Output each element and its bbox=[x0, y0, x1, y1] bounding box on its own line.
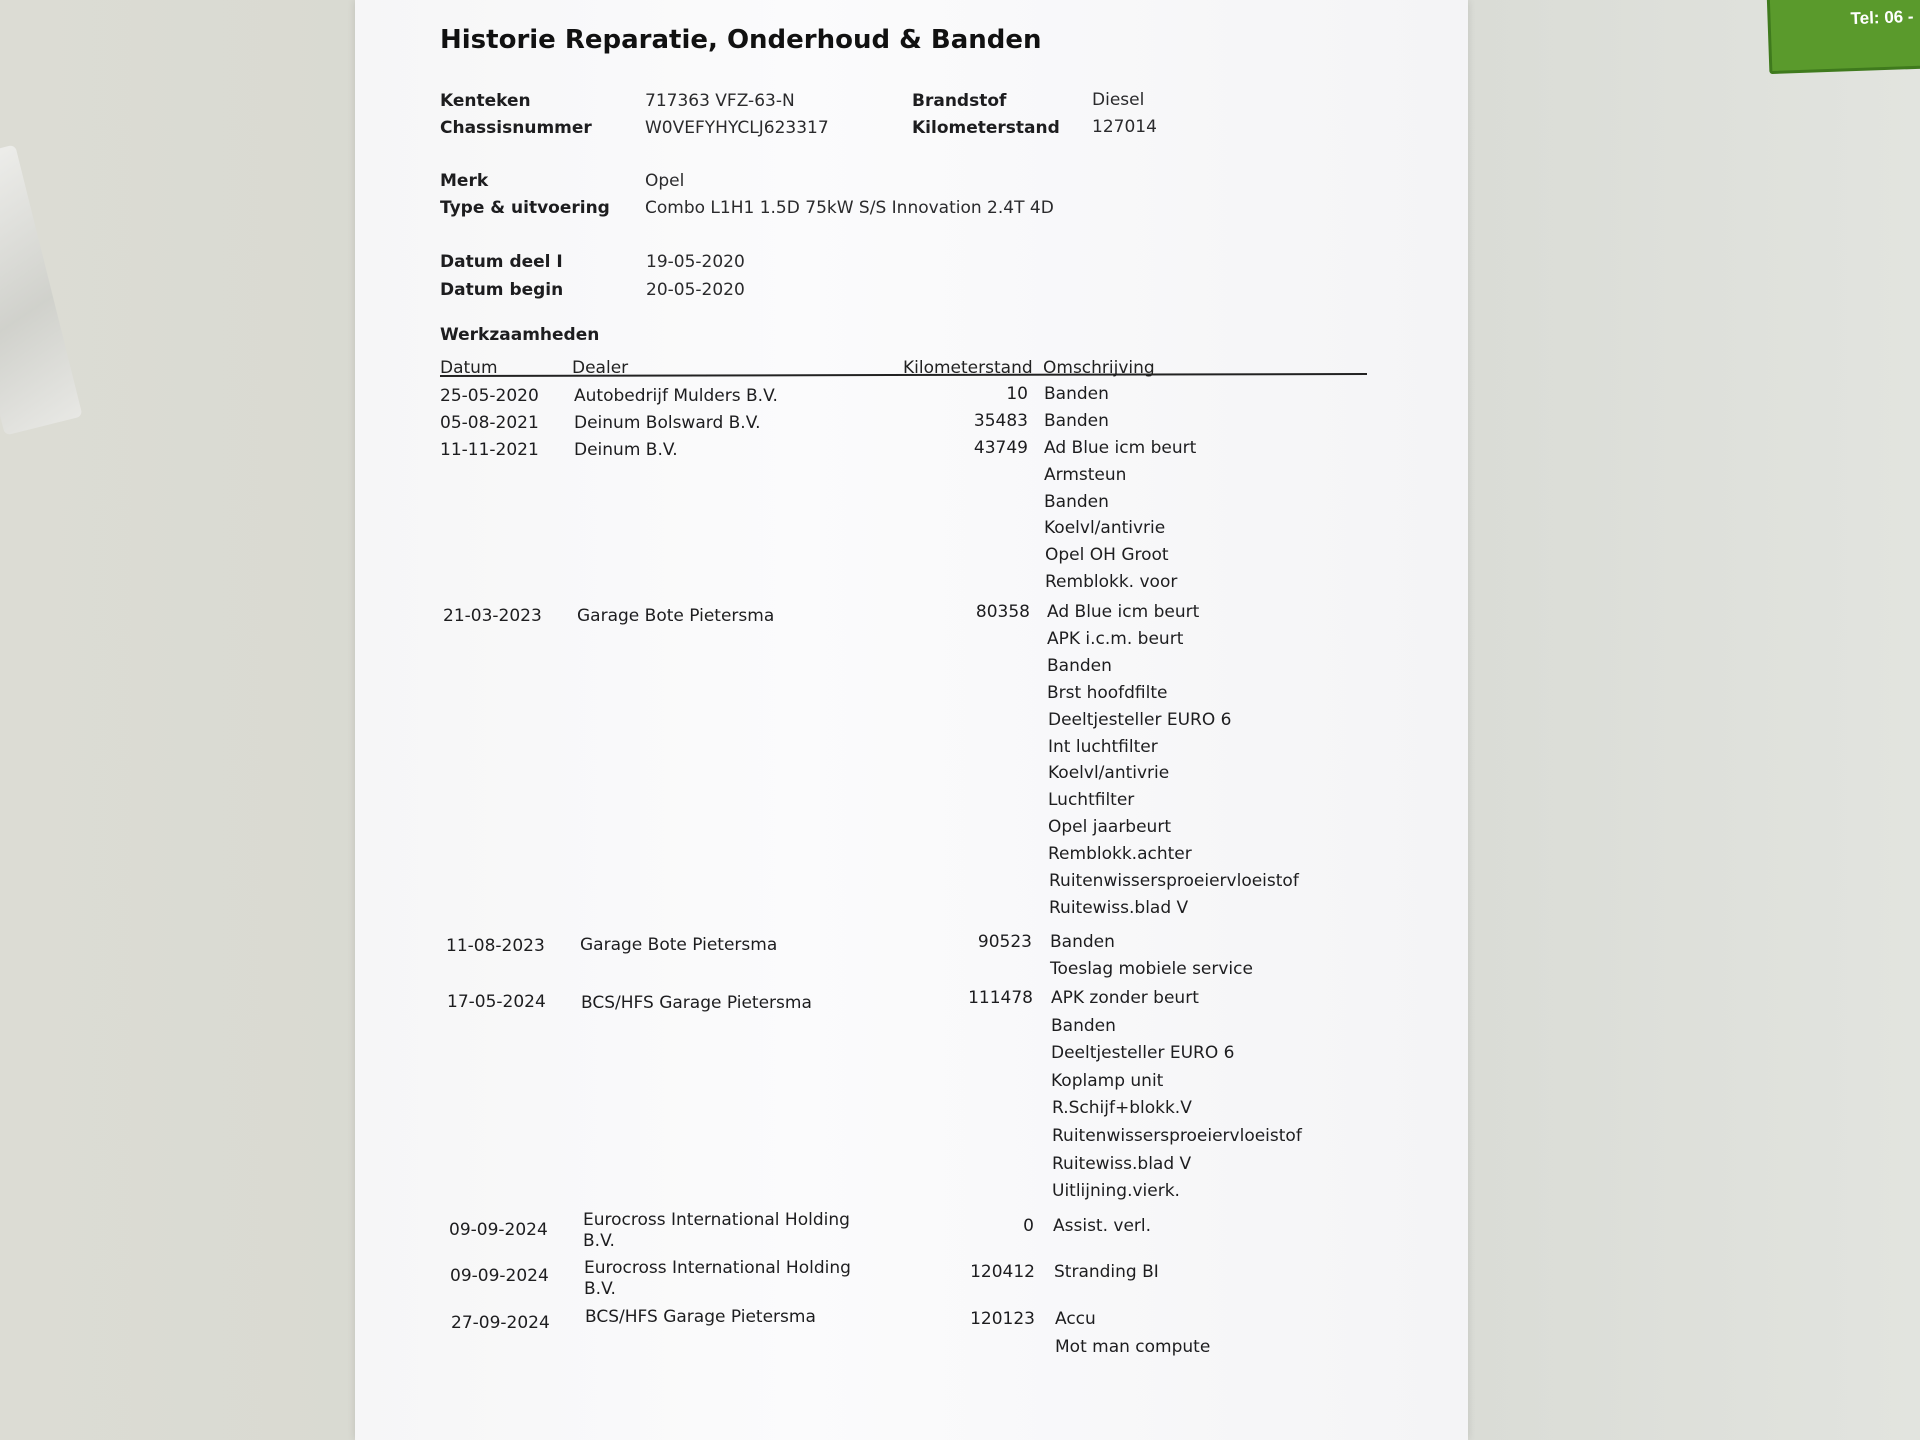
entry-date: 09-09-2024 bbox=[450, 1266, 549, 1286]
kenteken-label: Kenteken bbox=[440, 91, 531, 111]
column-header-km: Kilometerstand bbox=[903, 358, 1033, 378]
type-value: Combo L1H1 1.5D 75kW S/S Innovation 2.4T 4D bbox=[645, 198, 1054, 218]
entry-date: 05-08-2021 bbox=[440, 413, 539, 433]
entry-omschrijving-item: Accu bbox=[1055, 1309, 1096, 1329]
entry-omschrijving-item: Armsteun bbox=[1044, 464, 1127, 485]
entry-kilometerstand: 35483 bbox=[973, 411, 1028, 431]
entry-omschrijving-item: Remblokk. voor bbox=[1045, 572, 1178, 592]
entry-omschrijving-item: Mot man compute bbox=[1055, 1337, 1211, 1357]
kilometerstand-value: 127014 bbox=[1092, 117, 1157, 137]
tel-label: Tel: 06 - bbox=[1850, 6, 1914, 29]
entry-omschrijving-item: Stranding BI bbox=[1054, 1262, 1159, 1282]
entry-omschrijving-item: Banden bbox=[1050, 932, 1115, 952]
entry-omschrijving-item: Ruitenwissersproeiervloeistof bbox=[1052, 1126, 1302, 1146]
document-title: Historie Reparatie, Onderhoud & Banden bbox=[440, 25, 1042, 55]
entry-date: 09-09-2024 bbox=[449, 1220, 548, 1240]
entry-omschrijving-item: Ruitewiss.blad V bbox=[1052, 1153, 1192, 1174]
entry-omschrijving-item: R.Schijf+blokk.V bbox=[1052, 1098, 1192, 1119]
entry-dealer: Garage Bote Pietersma bbox=[577, 606, 775, 626]
desk-surface-left bbox=[0, 0, 355, 1440]
entry-omschrijving-item: Opel jaarbeurt bbox=[1048, 817, 1171, 838]
type-label: Type & uitvoering bbox=[440, 198, 610, 218]
history-document bbox=[355, 0, 1468, 1440]
entry-date: 17-05-2024 bbox=[447, 992, 546, 1012]
green-business-card bbox=[1767, 0, 1920, 74]
entry-omschrijving-item: Koelvl/antivrie bbox=[1044, 518, 1166, 539]
entry-omschrijving-item: APK i.c.m. beurt bbox=[1047, 628, 1184, 649]
entry-kilometerstand: 120412 bbox=[970, 1262, 1035, 1282]
desk-surface-right bbox=[1468, 0, 1920, 1440]
entry-kilometerstand: 10 bbox=[1006, 384, 1028, 404]
kenteken-value: 717363 VFZ-63-N bbox=[645, 91, 795, 111]
entry-omschrijving-item: Remblokk.achter bbox=[1048, 844, 1192, 865]
entry-omschrijving-item: Banden bbox=[1051, 1015, 1116, 1036]
merk-label: Merk bbox=[440, 171, 489, 191]
entry-dealer: Deinum Bolsward B.V. bbox=[574, 413, 761, 433]
entry-omschrijving-item: Koplamp unit bbox=[1051, 1070, 1164, 1091]
entry-omschrijving-item: Ad Blue icm beurt bbox=[1044, 438, 1197, 458]
entry-omschrijving-item: Uitlijning.vierk. bbox=[1052, 1181, 1180, 1202]
entry-omschrijving-item: Banden bbox=[1044, 411, 1109, 431]
brandstof-label: Brandstof bbox=[912, 91, 1007, 111]
datum-deel-value: 19-05-2020 bbox=[646, 252, 745, 272]
column-header-omschrijving: Omschrijving bbox=[1043, 358, 1155, 378]
entry-omschrijving-item: Ruitewiss.blad V bbox=[1049, 897, 1189, 918]
entry-omschrijving-item: Deeltjesteller EURO 6 bbox=[1048, 709, 1232, 730]
chassis-label: Chassisnummer bbox=[440, 118, 592, 138]
column-header-datum: Datum bbox=[440, 358, 498, 378]
entry-omschrijving-item: Banden bbox=[1044, 384, 1109, 404]
column-header-dealer: Dealer bbox=[572, 358, 629, 378]
entry-omschrijving-item: Brst hoofdfilte bbox=[1047, 682, 1168, 703]
entry-dealer: Eurocross International Holding B.V. bbox=[583, 1210, 850, 1251]
entry-date: 11-11-2021 bbox=[440, 440, 539, 460]
section-title: Werkzaamheden bbox=[440, 325, 600, 345]
entry-kilometerstand: 111478 bbox=[968, 988, 1033, 1008]
brandstof-value: Diesel bbox=[1092, 90, 1145, 110]
work-entries bbox=[355, 0, 1468, 1440]
entry-kilometerstand: 43749 bbox=[973, 438, 1028, 458]
entry-dealer: Autobedrijf Mulders B.V. bbox=[574, 386, 778, 406]
entry-omschrijving-item: Opel OH Groot bbox=[1045, 545, 1169, 566]
chassis-value: W0VEFYHYCLJ623317 bbox=[645, 118, 829, 138]
entry-dealer: BCS/HFS Garage Pietersma bbox=[581, 993, 812, 1013]
entry-date: 25-05-2020 bbox=[440, 386, 539, 406]
entry-omschrijving-item: APK zonder beurt bbox=[1051, 988, 1199, 1008]
entry-omschrijving-item: Int luchtfilter bbox=[1048, 736, 1158, 757]
entry-omschrijving-item: Ruitenwissersproeiervloeistof bbox=[1049, 871, 1299, 891]
entry-dealer: BCS/HFS Garage Pietersma bbox=[585, 1307, 816, 1327]
entry-omschrijving-item: Luchtfilter bbox=[1048, 790, 1135, 811]
datum-deel-label: Datum deel I bbox=[440, 252, 563, 272]
entry-date: 11-08-2023 bbox=[446, 936, 545, 956]
merk-value: Opel bbox=[645, 171, 685, 191]
entry-dealer: Garage Bote Pietersma bbox=[580, 935, 778, 955]
entry-omschrijving-item: Koelvl/antivrie bbox=[1048, 763, 1170, 784]
entry-omschrijving-item: Assist. verl. bbox=[1053, 1216, 1152, 1236]
entry-omschrijving-item: Toeslag mobiele service bbox=[1050, 959, 1253, 979]
entry-kilometerstand: 80358 bbox=[975, 602, 1030, 622]
datum-begin-label: Datum begin bbox=[440, 280, 564, 300]
entry-kilometerstand: 90523 bbox=[977, 932, 1032, 952]
entry-kilometerstand: 0 bbox=[1023, 1216, 1034, 1236]
entry-dealer: Eurocross International Holding B.V. bbox=[584, 1258, 851, 1299]
entry-omschrijving-item: Banden bbox=[1047, 655, 1112, 676]
entry-omschrijving-item: Ad Blue icm beurt bbox=[1047, 602, 1200, 622]
kilometerstand-label: Kilometerstand bbox=[912, 118, 1060, 138]
entry-kilometerstand: 120123 bbox=[970, 1309, 1035, 1329]
entry-date: 27-09-2024 bbox=[451, 1313, 550, 1333]
entry-dealer: Deinum B.V. bbox=[574, 440, 678, 460]
entry-omschrijving-item: Banden bbox=[1044, 491, 1109, 512]
entry-omschrijving-item: Deeltjesteller EURO 6 bbox=[1051, 1043, 1235, 1064]
datum-begin-value: 20-05-2020 bbox=[646, 280, 745, 300]
entry-date: 21-03-2023 bbox=[443, 606, 542, 626]
